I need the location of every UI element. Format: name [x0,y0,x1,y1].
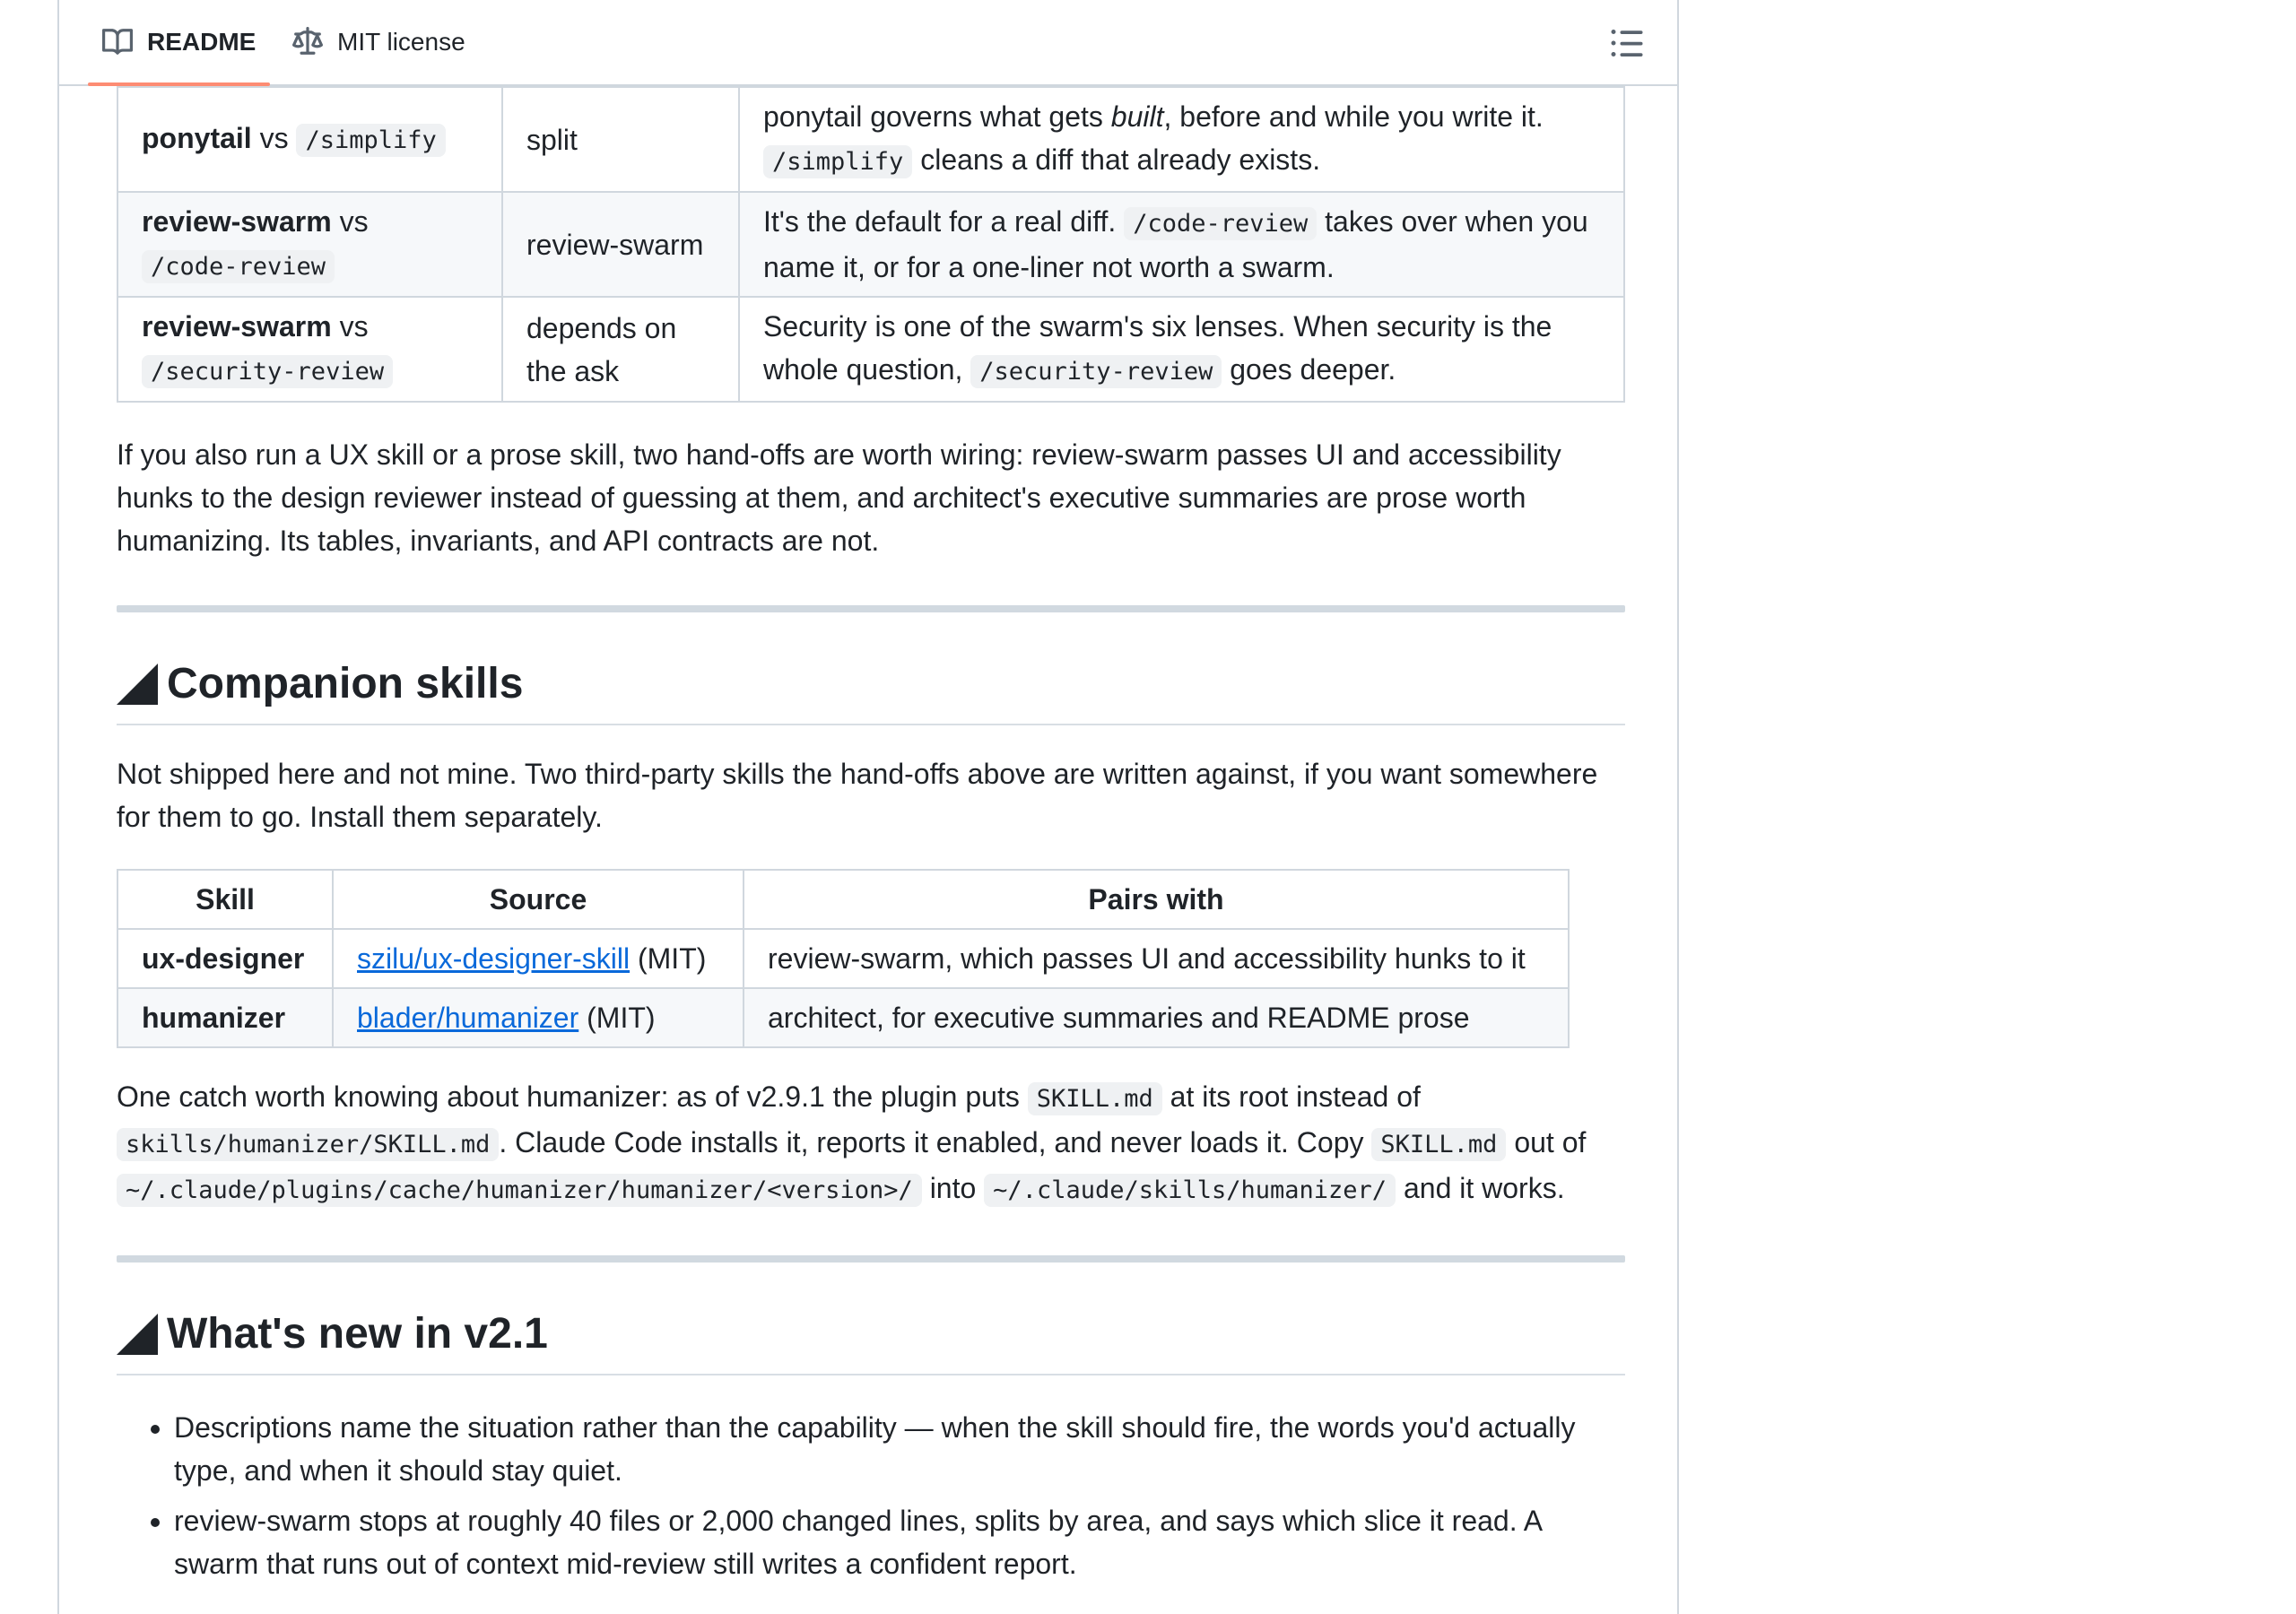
divider [117,605,1625,612]
table-cell: review-swarm vs /security-review [117,297,502,402]
source-link[interactable]: blader/humanizer [357,1002,579,1034]
humanizer-catch-paragraph: One catch worth knowing about humanizer: as of v2.9.1 the plugin puts SKILL.md at its root instead of skills/humanizer/SKILL.md . Claude Code installs it, reports it enabled, and never loads it. Copy SKILL.md out of ~/.claude/plugins/cache/humanizer/humanizer/<version>/ into ~/.claude/skills/humanizer/ and it works. [117,1075,1625,1212]
readme-content [117,86,1625,1592]
table-row [117,87,1624,192]
heading-triangle-icon [117,664,158,705]
book-icon [102,27,133,57]
companion-intro: Not shipped here and not mine. Two third-party skills the hand-offs above are written against, if you want somewhere for them to go. Install them separately. [117,758,1598,833]
table-cell: architect, for executive summaries and README prose [744,988,1569,1047]
outline-button[interactable] [1609,25,1645,61]
table-cell: review-swarm [502,192,739,297]
scale-icon [292,27,323,57]
list-item: • Descriptions name the situation rather than the capability — when the skill should fire, the words you'd actually type, and when it should stay quiet. [174,1406,1625,1492]
column-header: Pairs with [744,870,1569,929]
section-heading-companion: Companion skills [117,657,1625,725]
list-icon [1609,49,1645,65]
tab-bar [59,0,1677,86]
table-cell: humanizer [117,988,333,1047]
column-header: Skill [117,870,333,929]
table-cell: ponytail vs /simplify [117,87,502,192]
tab-readme-label: README [147,28,257,56]
tab-license[interactable] [278,0,480,84]
source-link[interactable]: szilu/ux-designer-skill [357,942,631,975]
table-cell: ux-designer [117,929,333,988]
table-cell: review-swarm, which passes UI and accessibility hunks to it [744,929,1569,988]
handoffs-paragraph: If you also run a UX skill or a prose skill, two hand-offs are worth wiring: review-swarm passes UI and accessibility hunks to the design reviewer instead of guessing at them, and architect's executive summaries are prose worth humanizing. Its tables, invariants, and API contracts are not. [117,438,1561,557]
table-cell: review-swarm vs /code-review [117,192,502,297]
table-row [117,297,1624,402]
tab-readme[interactable] [88,0,270,84]
list-item: • review-swarm stops at roughly 40 files or 2,000 changed lines, splits by area, and says which slice it read. A swarm that runs out of context mid-review still writes a confident report. [174,1499,1625,1585]
table-cell: Security is one of the swarm's six lenses. When security is the whole question, /security-review goes deeper. [739,297,1624,402]
column-header: Source [333,870,744,929]
table-cell: ponytail governs what gets built, before and while you write it. /simplify cleans a diff that already exists. [739,87,1624,192]
table-cell: blader/humanizer (MIT) [333,988,744,1047]
table-cell: It's the default for a real diff. /code-review takes over when you name it, or for a one-liner not worth a swarm. [739,192,1624,297]
table-cell: split [502,87,739,192]
whats-new-list [117,1406,1625,1585]
table-cell: depends on the ask [502,297,739,402]
comparison-table [117,86,1625,403]
readme-panel [57,0,1679,1614]
table-header-row [117,870,1569,929]
section-heading-whats-new: What's new in v2.1 [117,1307,1625,1375]
tab-license-label: MIT license [337,28,465,56]
divider [117,1255,1625,1263]
table-row [117,988,1569,1047]
companion-table [117,869,1570,1048]
heading-triangle-icon [117,1314,158,1355]
table-row [117,192,1624,297]
table-cell: szilu/ux-designer-skill (MIT) [333,929,744,988]
table-row [117,929,1569,988]
